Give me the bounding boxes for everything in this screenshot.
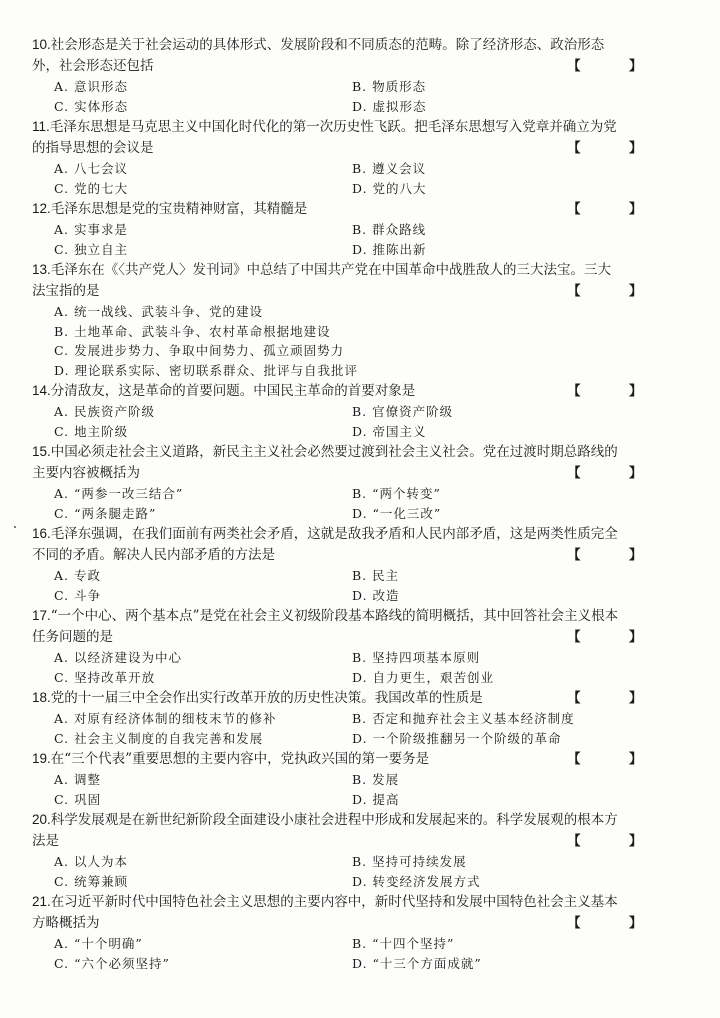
question-16: [32, 523, 664, 605]
answer-bracket[interactable]: 【 】: [567, 691, 664, 706]
option-c[interactable]: C. “两条腿走路”: [54, 505, 157, 521]
question-13: [32, 259, 664, 380]
question-text: 毛泽东强调，在我们面前有两类社会矛盾，这就是敌我矛盾和人民内部矛盾，这是两类性质完全不同的矛盾。解决人民内部矛盾的方法是: [32, 526, 618, 563]
answer-bracket[interactable]: 【 】: [567, 141, 664, 156]
options-list: [32, 934, 664, 973]
options-list: [32, 484, 664, 523]
option-d[interactable]: D. 改造: [352, 587, 400, 603]
answer-bracket[interactable]: 【 】: [567, 284, 664, 299]
option-b[interactable]: B. 土地革命、武装斗争、农村革命根据地建设: [54, 323, 331, 339]
option-d[interactable]: D. 转变经济发展方式: [352, 873, 481, 889]
question-stem: [32, 441, 664, 484]
question-stem: [32, 259, 664, 302]
question-text: 社会形态是关于社会运动的具体形式、发展阶段和不同质态的范畴。除了经济形态、政治形态外，社会形态还包括: [32, 37, 605, 74]
question-stem: [32, 809, 664, 852]
question-number: 18.: [32, 690, 51, 705]
question-stem: [32, 34, 664, 77]
option-a[interactable]: A. “两参一改三结合”: [54, 486, 184, 501]
option-a[interactable]: A. 统一战线、武装斗争、党的建设: [54, 304, 263, 319]
answer-bracket[interactable]: 【 】: [567, 466, 664, 481]
option-d[interactable]: D. 帝国主义: [352, 423, 427, 439]
option-b[interactable]: B. 民主: [352, 568, 400, 583]
question-10: [32, 34, 664, 116]
question-21: [32, 891, 664, 973]
question-text: “一个中心、两个基本点”是党在社会主义初级阶段基本路线的简明概括，其中回答社会主义根本任务问题的是: [32, 608, 619, 645]
option-a[interactable]: A. 八七会议: [54, 161, 128, 176]
option-a[interactable]: A. 以经济建设为中心: [54, 650, 182, 665]
answer-bracket[interactable]: 【 】: [567, 202, 664, 217]
options-list: [32, 852, 664, 891]
option-c[interactable]: C. 党的七大: [54, 180, 129, 196]
answer-bracket[interactable]: 【 】: [567, 59, 664, 74]
question-text: 在习近平新时代中国特色社会主义思想的主要内容中，新时代坚持和发展中国特色社会主义基本方略概括为: [32, 894, 618, 931]
option-a[interactable]: A. 调整: [54, 772, 101, 787]
question-number: 21.: [32, 894, 51, 909]
question-20: [32, 809, 664, 891]
question-text: 分清敌友，这是革命的首要问题。中国民主革命的首要对象是: [50, 383, 416, 399]
option-a[interactable]: A. 民族资产阶级: [54, 404, 155, 419]
option-b[interactable]: B. 官僚资产阶级: [352, 404, 454, 419]
option-d[interactable]: D. 理论联系实际、密切联系群众、批评与自我批评: [54, 362, 359, 378]
scan-speck: [14, 526, 16, 528]
option-c[interactable]: C. “六个必须坚持”: [54, 955, 170, 971]
option-d[interactable]: D. 提高: [352, 791, 400, 807]
question-stem: [32, 198, 664, 220]
question-12: [32, 198, 664, 259]
option-a[interactable]: A. “十个明确”: [54, 936, 143, 951]
question-number: 11.: [32, 119, 50, 134]
option-d[interactable]: D. “一化三改”: [352, 505, 442, 521]
options-list: [32, 220, 664, 259]
question-stem: [32, 116, 664, 159]
question-number: 14.: [32, 383, 51, 398]
options-list: [32, 302, 664, 380]
question-number: 12.: [32, 201, 51, 216]
option-c[interactable]: C. 实体形态: [54, 98, 129, 114]
answer-bracket[interactable]: 【 】: [567, 834, 664, 849]
option-b[interactable]: B. 群众路线: [352, 222, 427, 237]
option-b[interactable]: B. “两个转变”: [352, 486, 441, 501]
option-b[interactable]: B. 遵义会议: [352, 161, 427, 176]
answer-bracket[interactable]: 【 】: [567, 384, 664, 399]
question-text: 在“三个代表”重要思想的主要内容中，党执政兴国的第一要务是: [50, 751, 430, 767]
option-b[interactable]: B. “十四个坚持”: [352, 936, 455, 951]
question-stem: [32, 687, 664, 709]
answer-bracket[interactable]: 【 】: [567, 916, 664, 931]
question-stem: [32, 605, 664, 648]
option-a[interactable]: A. 以人为本: [54, 854, 128, 869]
option-d[interactable]: D. 推陈出新: [352, 241, 427, 257]
option-b[interactable]: B. 坚持四项基本原则: [352, 650, 481, 665]
option-c[interactable]: C. 斗争: [54, 587, 102, 603]
option-d[interactable]: D. 自力更生，艰苦创业: [352, 669, 495, 685]
options-list: [32, 402, 664, 441]
question-stem: [32, 891, 664, 934]
question-number: 17.: [32, 608, 51, 623]
option-a[interactable]: A. 专政: [54, 568, 101, 583]
question-11: [32, 116, 664, 198]
option-a[interactable]: A. 意识形态: [54, 79, 128, 94]
question-14: [32, 380, 664, 441]
option-d[interactable]: D. 虚拟形态: [352, 98, 427, 114]
option-a[interactable]: A. 实事求是: [54, 222, 128, 237]
question-number: 15.: [32, 444, 51, 459]
option-c[interactable]: C. 地主阶级: [54, 423, 129, 439]
option-d[interactable]: D. “十三个方面成就”: [352, 955, 482, 971]
question-15: [32, 441, 664, 523]
question-stem: [32, 380, 664, 402]
question-text: 中国必须走社会主义道路，新民主主义社会必然要过渡到社会主义社会。党在过渡时期总路线的主要内容被概括为: [32, 444, 618, 481]
question-17: [32, 605, 664, 687]
options-list: [32, 566, 664, 605]
options-list: [32, 709, 664, 748]
options-list: [32, 159, 664, 198]
option-c[interactable]: C. 发展进步势力、争取中间势力、孤立顽固势力: [54, 343, 345, 358]
question-text: 毛泽东思想是党的宝贵精神财富，其精髓是: [50, 201, 308, 217]
option-b[interactable]: B. 发展: [352, 772, 400, 787]
option-a[interactable]: A. 对原有经济体制的细枝末节的修补: [54, 711, 277, 726]
option-c[interactable]: C. 社会主义制度的自我完善和发展: [54, 730, 264, 746]
option-b[interactable]: B. 坚持可持续发展: [352, 854, 467, 869]
option-c[interactable]: C. 坚持改革开放: [54, 669, 156, 685]
question-number: 19.: [32, 751, 51, 766]
question-text: 毛泽东思想是马克思主义中国化时代化的第一次历史性飞跃。把毛泽东思想写入党章并确立为党的指导思想的会议是: [32, 119, 617, 156]
option-d[interactable]: D. 党的八大: [352, 180, 427, 196]
option-c[interactable]: C. 巩固: [54, 791, 102, 807]
question-text: 科学发展观是在新世纪新阶段全面建设小康社会进程中形成和发展起来的。科学发展观的根本方法是: [32, 812, 618, 849]
question-text: 毛泽东在《〈共产党人〉发刊词》中总结了中国共产党在中国革命中战胜敌人的三大法宝。三大法宝指的是: [32, 262, 612, 299]
option-c[interactable]: C. 统筹兼顾: [54, 873, 129, 889]
question-19: [32, 748, 664, 809]
question-number: 20.: [32, 812, 51, 827]
answer-bracket[interactable]: 【 】: [567, 630, 664, 645]
options-list: [32, 648, 664, 687]
options-list: [32, 770, 664, 809]
answer-bracket[interactable]: 【 】: [567, 548, 664, 563]
question-stem: [32, 748, 664, 770]
options-list: [32, 77, 664, 116]
answer-bracket[interactable]: 【 】: [567, 752, 664, 767]
question-stem: [32, 523, 664, 566]
question-18: [32, 687, 664, 748]
option-b[interactable]: B. 物质形态: [352, 79, 427, 94]
option-b[interactable]: B. 否定和抛弃社会主义基本经济制度: [352, 711, 575, 726]
option-c[interactable]: C. 独立自主: [54, 241, 129, 257]
question-number: 16.: [32, 526, 51, 541]
option-d[interactable]: D. 一个阶级推翻另一个阶级的革命: [352, 730, 562, 746]
question-number: 13.: [32, 262, 51, 277]
question-number: 10.: [32, 37, 51, 52]
question-text: 党的十一届三中全会作出实行改革开放的历史性决策。我国改革的性质是: [50, 690, 483, 706]
